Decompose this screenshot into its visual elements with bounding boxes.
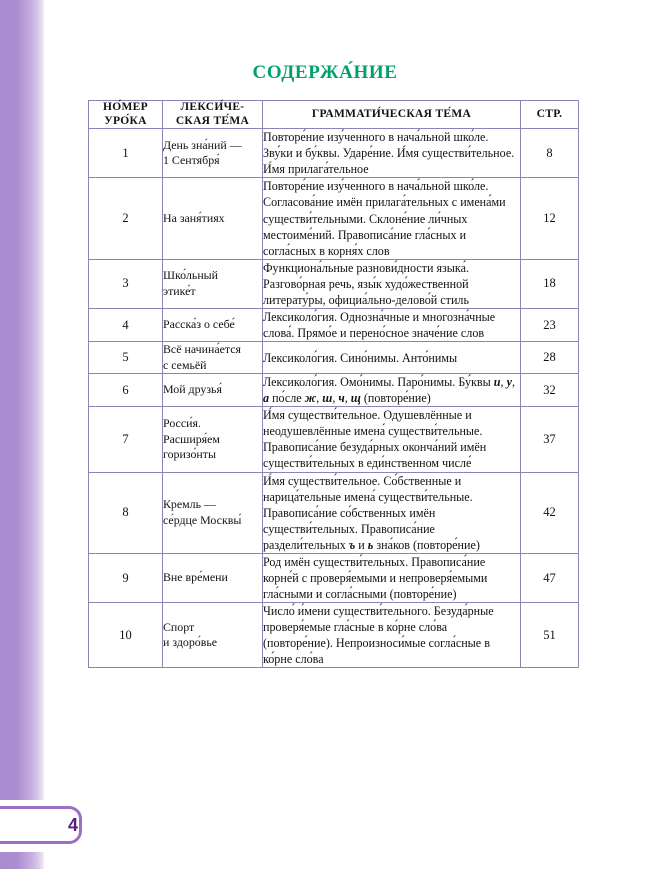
header-lexical-theme-line2: СКАЯ ТЕ́МА bbox=[175, 114, 250, 127]
table-header-row bbox=[89, 101, 579, 129]
cell-page-number: 8 bbox=[521, 129, 579, 178]
table-row bbox=[89, 259, 579, 308]
cell-page-number: 18 bbox=[521, 259, 579, 308]
cell-lexical-theme: Спорт и здоро́вье bbox=[163, 603, 263, 668]
cell-page-number: 47 bbox=[521, 553, 579, 602]
grammar-italic-letter: и bbox=[493, 375, 501, 390]
table-row bbox=[89, 342, 579, 374]
cell-lesson-number: 1 bbox=[89, 129, 163, 178]
cell-lesson-number: 3 bbox=[89, 259, 163, 308]
table-row bbox=[89, 308, 579, 341]
page-number-value: 4 bbox=[67, 815, 78, 835]
cell-lexical-theme: Кремль — се́рдце Москвы́ bbox=[163, 472, 263, 553]
cell-lesson-number: 9 bbox=[89, 553, 163, 602]
header-page: СТР. bbox=[521, 101, 579, 129]
cell-grammar-theme: Лексиколо́гия. Сино́нимы. Анто́нимы bbox=[263, 342, 521, 374]
table-header bbox=[89, 101, 579, 129]
cell-page-number: 42 bbox=[521, 472, 579, 553]
grammar-italic-letter: щ bbox=[350, 391, 361, 406]
grammar-italic-letter: а bbox=[263, 391, 270, 406]
cell-lexical-theme: На заня́тиях bbox=[163, 178, 263, 259]
cell-page-number: 23 bbox=[521, 308, 579, 341]
cell-page-number: 32 bbox=[521, 374, 579, 407]
grammar-italic-letter: ш bbox=[322, 391, 333, 406]
cell-lexical-theme: День зна́ний — 1 Сентября́ bbox=[163, 129, 263, 178]
grammar-italic-letter: у bbox=[506, 375, 512, 390]
cell-grammar-theme: Лексиколо́гия. Однозна́чные и многозна́чные слова́. Прямо́е и перено́сное значе́ние слов bbox=[263, 308, 521, 341]
grammar-italic-letter: ч bbox=[338, 391, 345, 406]
table-row bbox=[89, 374, 579, 407]
grammar-italic-letter: ъ bbox=[348, 537, 356, 552]
header-lexical-theme-line1: ЛЕКСИ́ЧЕ- bbox=[180, 101, 245, 113]
cell-lesson-number: 2 bbox=[89, 178, 163, 259]
cell-grammar-theme: Повторе́ние изу́ченного в нача́льной шко́ле. Согласова́ние имён прилага́тельных с имена́ми существи́тельными. Склоне́ние ли́чных местоиме́ний. Правописа́ние гла́сных и согла́сных в корня́х слов bbox=[263, 178, 521, 259]
table-row bbox=[89, 178, 579, 259]
table-row bbox=[89, 472, 579, 553]
cell-lesson-number: 5 bbox=[89, 342, 163, 374]
cell-grammar-theme: И́мя существи́тельное. Одушевлённые и неодушевлённые имена́ существи́тельные. Правописа́ние безуда́рных оконча́ний имён существи́тельных в еди́нственном числе́ bbox=[263, 407, 521, 472]
table-row bbox=[89, 407, 579, 472]
header-lesson-number-line1: НО́МЕР bbox=[103, 101, 148, 113]
cell-page-number: 12 bbox=[521, 178, 579, 259]
cell-lexical-theme: Расска́з о себе́ bbox=[163, 308, 263, 341]
header-lesson-number bbox=[89, 101, 163, 129]
cell-page-number: 28 bbox=[521, 342, 579, 374]
cell-grammar-theme: Функциона́льные разнови́дности языка́. Разгово́рная речь, язы́к худо́жественной литерату́ры, официа́льно-делово́й стиль bbox=[263, 259, 521, 308]
cell-grammar-theme: Род имён существи́тельных. Правописа́ние корне́й с проверя́емыми и непроверя́емыми гла́сными и согла́сными (повторе́ние) bbox=[263, 553, 521, 602]
cell-grammar-theme: Число́ и́мени существи́тельного. Безуда́рные проверя́емые гла́сные в ко́рне сло́ва (повторе́ние). Непроизноси́мые согла́сные в ко́рне сло́ва bbox=[263, 603, 521, 668]
cell-page-number: 37 bbox=[521, 407, 579, 472]
page-spine-fade bbox=[0, 0, 54, 869]
table-row bbox=[89, 603, 579, 668]
grammar-italic-letter: ь bbox=[367, 537, 374, 552]
cell-page-number: 51 bbox=[521, 603, 579, 668]
cell-grammar-theme: Лексиколо́гия. Омо́нимы. Паро́нимы. Бу́квы и, у, а по́сле ж, ш, ч, щ (повторе́ние) bbox=[263, 374, 521, 407]
cell-lexical-theme: Всё начина́ется с семьёй bbox=[163, 342, 263, 374]
cell-lexical-theme: Мой друзья́ bbox=[163, 374, 263, 407]
cell-lexical-theme: Шко́льный этике́т bbox=[163, 259, 263, 308]
header-lexical-theme bbox=[163, 101, 263, 129]
cell-grammar-theme: И́мя существи́тельное. Со́бственные и нарица́тельные имена́ существи́тельные. Правописа́ние со́бственных имён существи́тельных. Правописа́ние раздели́тельных ъ и ь зна́ков (повторе́ние) bbox=[263, 472, 521, 553]
header-grammar-theme: ГРАММАТИ́ЧЕСКАЯ ТЕ́МА bbox=[263, 101, 521, 129]
cell-lexical-theme: Росси́я. Расширя́ем горизо́нты bbox=[163, 407, 263, 472]
table-body bbox=[89, 129, 579, 668]
cell-lesson-number: 6 bbox=[89, 374, 163, 407]
page-title: СОДЕРЖА́НИЕ bbox=[252, 62, 398, 83]
cell-lesson-number: 10 bbox=[89, 603, 163, 668]
table-row bbox=[89, 553, 579, 602]
cell-grammar-theme: Повторе́ние изу́ченного в нача́льной шко́ле. Зву́ки и бу́квы. Ударе́ние. И́мя существи́тельное. И́мя прилага́тельное bbox=[263, 129, 521, 178]
cell-lexical-theme: Вне вре́мени bbox=[163, 553, 263, 602]
table-row bbox=[89, 129, 579, 178]
cell-lesson-number: 7 bbox=[89, 407, 163, 472]
grammar-italic-letter: ж bbox=[304, 391, 317, 406]
header-lesson-number-line2: УРО́КА bbox=[104, 114, 147, 127]
cell-lesson-number: 8 bbox=[89, 472, 163, 553]
cell-lesson-number: 4 bbox=[89, 308, 163, 341]
table-of-contents-table bbox=[88, 100, 579, 668]
